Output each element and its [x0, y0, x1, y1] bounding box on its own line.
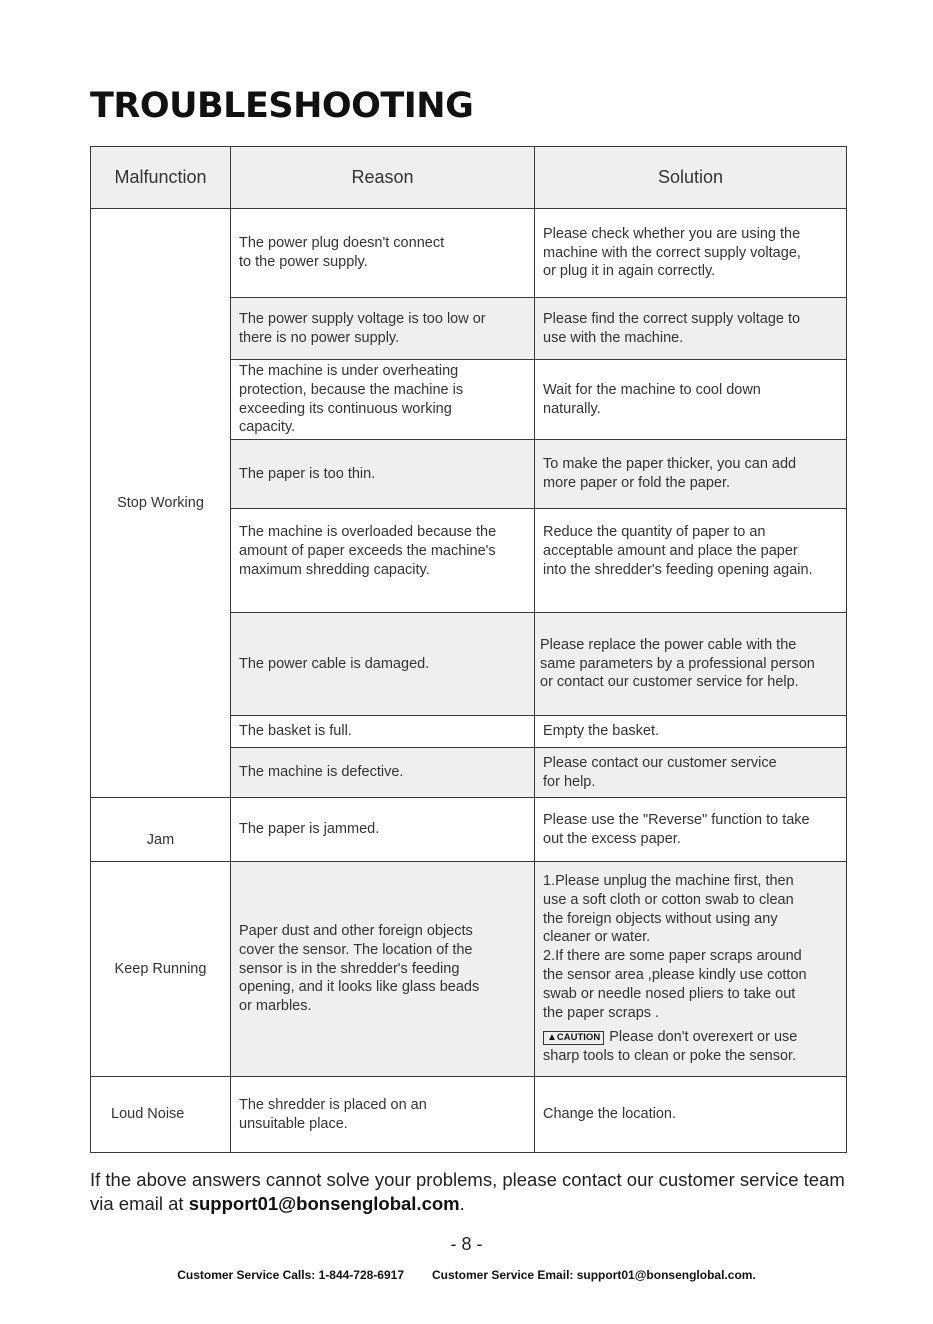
solution-cell: Please contact our customer service for help. [535, 748, 847, 798]
malfunction-keep-running: Keep Running [91, 862, 231, 1077]
header-reason: Reason [231, 147, 535, 209]
header-solution: Solution [535, 147, 847, 209]
table-row [91, 798, 847, 862]
warning-triangle-icon: ▲ [547, 1032, 557, 1044]
reason-cell: The power cable is damaged. [231, 613, 535, 716]
solution-cell: To make the paper thicker, you can add more paper or fold the paper. [535, 440, 847, 509]
reason-cell: The power plug doesn't connect to the power supply. [231, 209, 535, 298]
reason-cell: The machine is defective. [231, 748, 535, 798]
reason-cell: Paper dust and other foreign objects cover the sensor. The location of the sensor is in the shredder's feeding opening, and it looks like glass beads or marbles. [231, 862, 535, 1077]
malfunction-jam: Jam [91, 798, 231, 862]
table-row [91, 209, 847, 298]
service-email: Customer Service Email: support01@bonsenglobal.com. [432, 1268, 756, 1282]
malfunction-loud-noise: Loud Noise [91, 1077, 231, 1153]
caution-text: Please don't overexert or use sharp tools to clean or poke the sensor. [543, 1029, 798, 1065]
solution-cell: Change the location. [535, 1077, 847, 1153]
solution-cell: Please replace the power cable with the same parameters by a professional person or contact our customer service for help. [535, 613, 847, 716]
reason-cell: The machine is overloaded because the amount of paper exceeds the machine's maximum shredding capacity. [231, 509, 535, 613]
contact-note: If the above answers cannot solve your problems, please contact our customer service team via email at support01@bonsenglobal.com. [90, 1169, 845, 1214]
table-row [91, 1077, 847, 1153]
reason-cell: The machine is under overheating protection, because the machine is exceeding its continuous working capacity. [231, 360, 535, 440]
page-number: - 8 - [450, 1234, 483, 1254]
reason-cell: The paper is too thin. [231, 440, 535, 509]
solution-cell: Reduce the quantity of paper to an acceptable amount and place the paper into the shredder's feeding opening again. [535, 509, 847, 613]
reason-cell: The basket is full. [231, 716, 535, 748]
reason-cell: The power supply voltage is too low or there is no power supply. [231, 298, 535, 360]
service-calls: Customer Service Calls: 1-844-728-6917 [177, 1268, 404, 1282]
solution-cell: Wait for the machine to cool down naturally. [535, 360, 847, 440]
solution-cell [535, 862, 847, 1077]
malfunction-stop-working: Stop Working [91, 209, 231, 798]
troubleshooting-table [90, 146, 847, 1153]
caution-note [543, 1028, 838, 1066]
table-header-row [91, 147, 847, 209]
solution-cell: Empty the basket. [535, 716, 847, 748]
header-malfunction: Malfunction [91, 147, 231, 209]
customer-service-footer [0, 1268, 933, 1282]
page-title: TROUBLESHOOTING [90, 86, 474, 126]
table-row [91, 862, 847, 1077]
caution-label: ▲CAUTION [543, 1031, 604, 1045]
solution-cell: Please find the correct supply voltage to use with the machine. [535, 298, 847, 360]
solution-cell: Please check whether you are using the machine with the correct supply voltage, or plug it in again correctly. [535, 209, 847, 298]
reason-cell: The paper is jammed. [231, 798, 535, 862]
solution-cell: Please use the "Reverse" function to take out the excess paper. [535, 798, 847, 862]
reason-cell: The shredder is placed on an unsuitable place. [231, 1077, 535, 1153]
solution-steps: 1.Please unplug the machine first, then use a soft cloth or cotton swab to clean the foreign objects without using any cleaner or water. 2.If there are some paper scraps around the sensor area ,please kindly use cotton swab or needle nosed pliers to take out the paper scraps . [543, 873, 807, 1021]
support-email: support01@bonsenglobal.com [188, 1193, 460, 1214]
